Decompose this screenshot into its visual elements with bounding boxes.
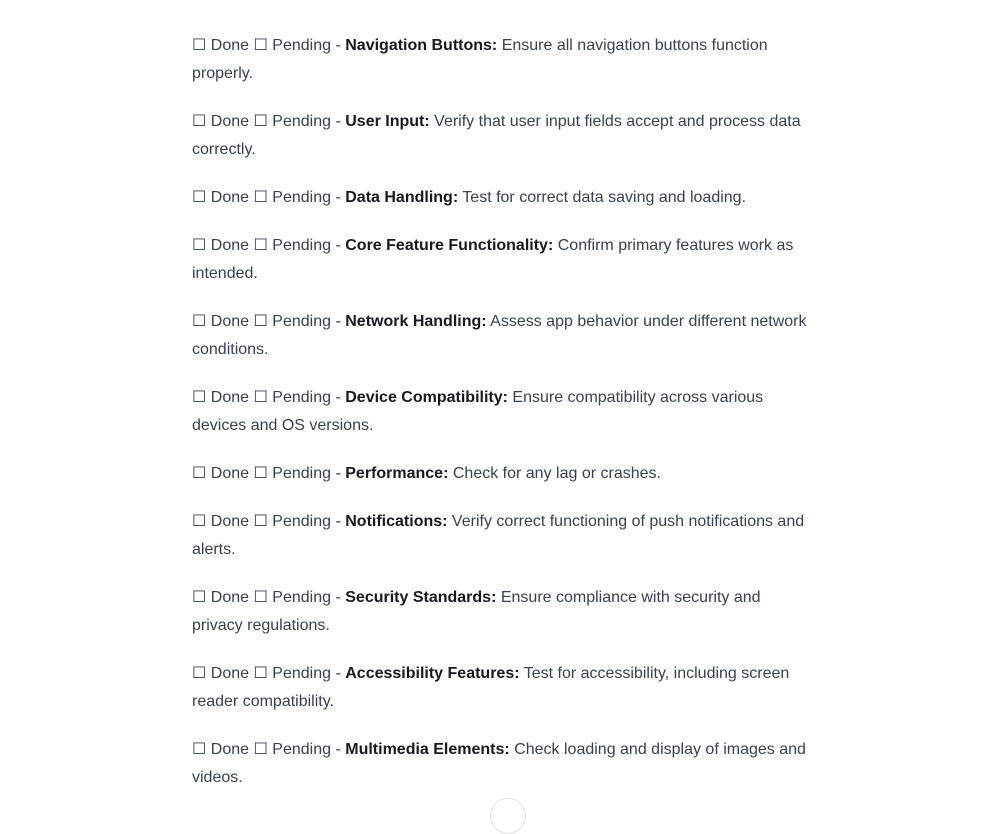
item-title: Notifications: bbox=[345, 513, 448, 530]
separator-dash: - bbox=[335, 189, 341, 206]
done-checkbox-icon: ☐ bbox=[192, 589, 207, 606]
item-title: Multimedia Elements: bbox=[345, 741, 510, 758]
done-checkbox-icon: ☐ bbox=[192, 313, 207, 330]
checklist-item bbox=[192, 232, 808, 288]
done-label: Done bbox=[210, 465, 250, 482]
done-checkbox-icon: ☐ bbox=[192, 389, 207, 406]
item-title: Data Handling: bbox=[345, 189, 459, 206]
done-checkbox-icon: ☐ bbox=[192, 465, 207, 482]
done-label: Done bbox=[210, 113, 250, 130]
done-checkbox-icon: ☐ bbox=[192, 37, 207, 54]
pending-checkbox-icon: ☐ bbox=[253, 665, 268, 682]
item-title: Performance: bbox=[345, 465, 449, 482]
pending-label: Pending bbox=[272, 513, 332, 530]
item-title: Core Feature Functionality: bbox=[345, 237, 554, 254]
item-description: Verify that user input fields accept and process data correctly. bbox=[192, 113, 801, 158]
item-title: Network Handling: bbox=[345, 313, 487, 330]
pending-checkbox-icon: ☐ bbox=[253, 37, 268, 54]
item-title: Navigation Buttons: bbox=[345, 37, 498, 54]
separator-dash: - bbox=[335, 741, 341, 758]
checklist-item bbox=[192, 660, 808, 716]
done-label: Done bbox=[210, 189, 250, 206]
pending-checkbox-icon: ☐ bbox=[253, 389, 268, 406]
pending-checkbox-icon: ☐ bbox=[253, 589, 268, 606]
pending-label: Pending bbox=[272, 237, 332, 254]
done-label: Done bbox=[210, 741, 250, 758]
separator-dash: - bbox=[335, 389, 341, 406]
done-label: Done bbox=[210, 665, 250, 682]
item-title: Accessibility Features: bbox=[345, 665, 520, 682]
checklist-item bbox=[192, 736, 808, 792]
pending-label: Pending bbox=[272, 313, 332, 330]
checklist-item bbox=[192, 384, 808, 440]
separator-dash: - bbox=[335, 465, 341, 482]
item-title: Security Standards: bbox=[345, 589, 497, 606]
done-checkbox-icon: ☐ bbox=[192, 189, 207, 206]
pending-label: Pending bbox=[272, 113, 332, 130]
pending-label: Pending bbox=[272, 37, 332, 54]
done-checkbox-icon: ☐ bbox=[192, 513, 207, 530]
done-label: Done bbox=[210, 513, 250, 530]
separator-dash: - bbox=[335, 237, 341, 254]
separator-dash: - bbox=[335, 513, 341, 530]
checklist-item bbox=[192, 108, 808, 164]
pending-checkbox-icon: ☐ bbox=[253, 313, 268, 330]
chat-message-content bbox=[192, 0, 808, 792]
separator-dash: - bbox=[335, 665, 341, 682]
pending-checkbox-icon: ☐ bbox=[253, 741, 268, 758]
item-description: Assess app behavior under different network conditions. bbox=[192, 313, 807, 358]
done-label: Done bbox=[210, 313, 250, 330]
checklist-item bbox=[192, 184, 808, 212]
checklist-item bbox=[192, 308, 808, 364]
pending-label: Pending bbox=[272, 465, 332, 482]
checklist-item bbox=[192, 460, 808, 488]
separator-dash: - bbox=[335, 37, 341, 54]
checklist-item bbox=[192, 584, 808, 640]
item-description: Test for accessibility, including screen reader compatibility. bbox=[192, 665, 790, 710]
pending-checkbox-icon: ☐ bbox=[253, 513, 268, 530]
done-checkbox-icon: ☐ bbox=[192, 237, 207, 254]
done-label: Done bbox=[210, 589, 250, 606]
done-checkbox-icon: ☐ bbox=[192, 665, 207, 682]
done-label: Done bbox=[210, 237, 250, 254]
separator-dash: - bbox=[335, 589, 341, 606]
pending-checkbox-icon: ☐ bbox=[253, 189, 268, 206]
pending-checkbox-icon: ☐ bbox=[253, 113, 268, 130]
done-label: Done bbox=[210, 37, 250, 54]
pending-label: Pending bbox=[272, 389, 332, 406]
item-description: Ensure compliance with security and privacy regulations. bbox=[192, 589, 761, 634]
item-title: User Input: bbox=[345, 113, 430, 130]
separator-dash: - bbox=[335, 113, 341, 130]
pending-label: Pending bbox=[272, 589, 332, 606]
pending-label: Pending bbox=[272, 189, 332, 206]
scroll-to-bottom-button[interactable] bbox=[490, 798, 526, 834]
done-label: Done bbox=[210, 389, 250, 406]
item-description: Check for any lag or crashes. bbox=[452, 465, 661, 482]
item-description: Confirm primary features work as intended. bbox=[192, 237, 794, 282]
checklist-item bbox=[192, 508, 808, 564]
done-checkbox-icon: ☐ bbox=[192, 113, 207, 130]
pending-checkbox-icon: ☐ bbox=[253, 237, 268, 254]
item-description: Test for correct data saving and loading. bbox=[462, 189, 747, 206]
separator-dash: - bbox=[335, 313, 341, 330]
item-title: Device Compatibility: bbox=[345, 389, 508, 406]
done-checkbox-icon: ☐ bbox=[192, 741, 207, 758]
checklist-item bbox=[192, 32, 808, 88]
item-description: Verify correct functioning of push notifications and alerts. bbox=[192, 513, 805, 558]
pending-label: Pending bbox=[272, 741, 332, 758]
item-description: Ensure all navigation buttons function properly. bbox=[192, 37, 768, 82]
pending-label: Pending bbox=[272, 665, 332, 682]
item-description: Ensure compatibility across various devices and OS versions. bbox=[192, 389, 764, 434]
pending-checkbox-icon: ☐ bbox=[253, 465, 268, 482]
item-description: Check loading and display of images and videos. bbox=[192, 741, 806, 786]
